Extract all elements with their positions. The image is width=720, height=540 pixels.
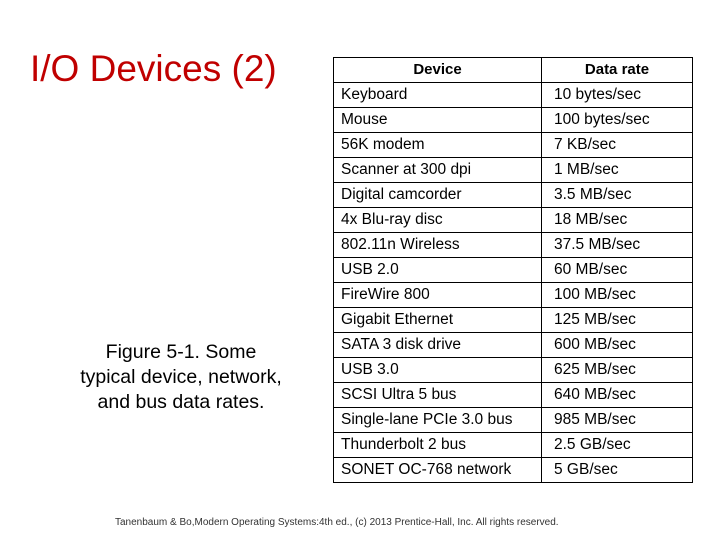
device-cell: Digital camcorder bbox=[334, 183, 542, 208]
table-row bbox=[334, 358, 693, 383]
data-rate-cell: 7 KB/sec bbox=[542, 133, 693, 158]
table-row bbox=[334, 83, 693, 108]
table-row bbox=[334, 308, 693, 333]
device-cell: SCSI Ultra 5 bus bbox=[334, 383, 542, 408]
device-cell: Scanner at 300 dpi bbox=[334, 158, 542, 183]
table-row bbox=[334, 333, 693, 358]
figure-caption: Figure 5-1. Some typical device, network, and bus data rates. bbox=[80, 341, 282, 413]
data-rate-cell: 1 MB/sec bbox=[542, 158, 693, 183]
data-rate-cell: 625 MB/sec bbox=[542, 358, 693, 383]
device-cell: SATA 3 disk drive bbox=[334, 333, 542, 358]
device-cell: 802.11n Wireless bbox=[334, 233, 542, 258]
table-row bbox=[334, 458, 693, 483]
data-rate-cell: 985 MB/sec bbox=[542, 408, 693, 433]
data-rate-cell: 18 MB/sec bbox=[542, 208, 693, 233]
device-cell: Keyboard bbox=[334, 83, 542, 108]
device-cell: 56K modem bbox=[334, 133, 542, 158]
device-cell: USB 2.0 bbox=[334, 258, 542, 283]
table-row bbox=[334, 258, 693, 283]
table-row bbox=[334, 433, 693, 458]
table-header-row bbox=[334, 58, 693, 83]
table-row bbox=[334, 133, 693, 158]
device-cell: Gigabit Ethernet bbox=[334, 308, 542, 333]
data-rate-cell: 100 MB/sec bbox=[542, 283, 693, 308]
data-rate-cell: 2.5 GB/sec bbox=[542, 433, 693, 458]
device-cell: SONET OC-768 network bbox=[334, 458, 542, 483]
table-row bbox=[334, 208, 693, 233]
device-cell: Mouse bbox=[334, 108, 542, 133]
data-rate-cell: 100 bytes/sec bbox=[542, 108, 693, 133]
data-rate-cell: 5 GB/sec bbox=[542, 458, 693, 483]
table-row bbox=[334, 158, 693, 183]
table-row bbox=[334, 408, 693, 433]
data-rate-cell: 10 bytes/sec bbox=[542, 83, 693, 108]
device-cell: FireWire 800 bbox=[334, 283, 542, 308]
device-cell: USB 3.0 bbox=[334, 358, 542, 383]
data-rate-cell: 37.5 MB/sec bbox=[542, 233, 693, 258]
table-row bbox=[334, 233, 693, 258]
data-rate-cell: 640 MB/sec bbox=[542, 383, 693, 408]
table-row bbox=[334, 108, 693, 133]
table-body bbox=[334, 83, 693, 483]
column-header-device: Device bbox=[334, 58, 542, 83]
copyright-footer: Tanenbaum & Bo,Modern Operating Systems:4th ed., (c) 2013 Prentice-Hall, Inc. All rights reserved. bbox=[115, 517, 559, 528]
device-cell: Thunderbolt 2 bus bbox=[334, 433, 542, 458]
table-row bbox=[334, 283, 693, 308]
slide-title: I/O Devices (2) bbox=[30, 48, 277, 89]
column-header-data-rate: Data rate bbox=[542, 58, 693, 83]
device-cell: Single-lane PCIe 3.0 bus bbox=[334, 408, 542, 433]
table-row bbox=[334, 383, 693, 408]
data-rate-cell: 60 MB/sec bbox=[542, 258, 693, 283]
data-rate-cell: 125 MB/sec bbox=[542, 308, 693, 333]
table-row bbox=[334, 183, 693, 208]
data-rate-cell: 600 MB/sec bbox=[542, 333, 693, 358]
device-cell: 4x Blu-ray disc bbox=[334, 208, 542, 233]
data-rate-cell: 3.5 MB/sec bbox=[542, 183, 693, 208]
data-rate-table bbox=[333, 57, 693, 483]
